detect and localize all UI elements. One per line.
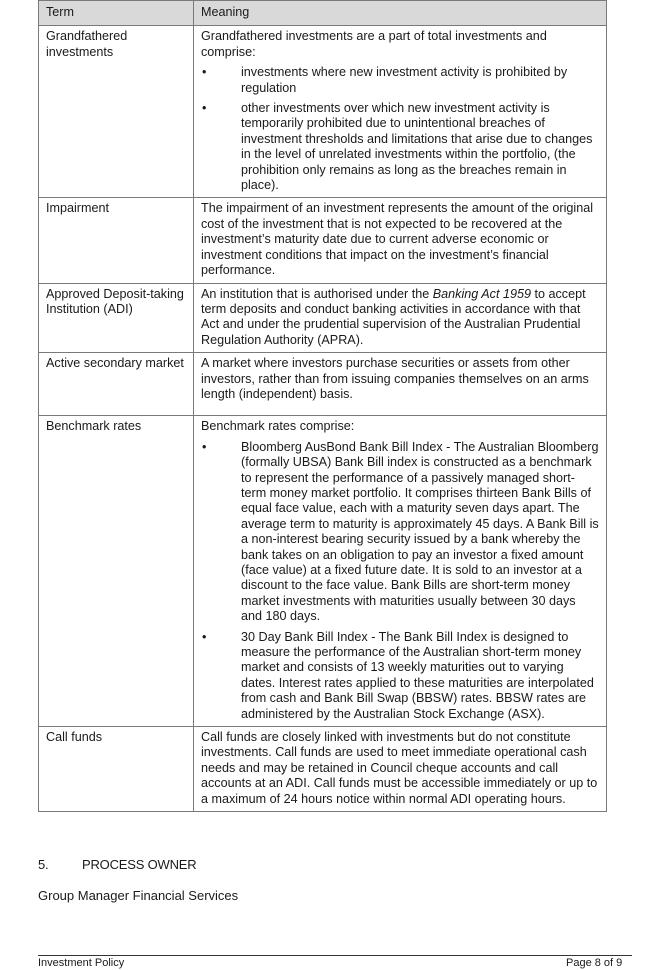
table-row [39,353,607,416]
table-row [39,26,607,198]
term-cell: Active secondary market [39,353,194,416]
bullet-text: other investments over which new investment activity is temporarily prohibited due to unintentional breaches of investment thresholds and limitations that arise due to changes in the level of unrelated investments within the portfolio, (the prohibition only remains as long as the breaches remain in place). [241,101,593,193]
term-cell: Benchmark rates [39,416,194,727]
bullet-item [201,65,599,96]
process-owner-text: Group Manager Financial Services [38,888,239,903]
meaning-text: The impairment of an investment represents the amount of the original cost of the investment that is not expected to be recovered at the investment’s maturity date due to current adverse economic or investment conditions that impact on the investment’s financial performance. [201,201,594,278]
term-cell: Grandfathered investments [39,26,194,198]
bullet-item [201,630,599,722]
meaning-cell [194,198,607,283]
table-row [39,727,607,812]
section-title: PROCESS OWNER [82,857,197,872]
bullet-icon: • [202,65,207,80]
bullet-text: Bloomberg AusBond Bank Bill Index - The Australian Bloomberg (formally UBSA) Bank Bill index is constructed as a benchmark to represent the performance of a passively managed short-term money market portfolio. It comprises thirteen Bank Bills of equal face value, each with a maturity seven days apart. The average term to maturity is approximately 45 days. A Bank Bill is a non-interest bearing security issued by a bank whereby the bank takes on an obligation to pay an investor a fixed amount (face value) at a fixed future date. It is sold to an investor at a discount to the face value. Bank Bills are short-term money market investments with maturities usually between 30 days and 180 days. [241,439,599,624]
definitions-table [38,0,607,812]
meaning-intro: Grandfathered investments are a part of total investments and comprise: [201,29,547,59]
meaning-cell [194,26,607,198]
cell-spacer [201,402,599,411]
meaning-cell [194,727,607,812]
meaning-text [201,287,599,349]
table-row [39,416,607,727]
act-title: Banking Act 1959 [432,286,531,301]
term-cell: Approved Deposit-taking Institution (ADI) [39,283,194,353]
term-cell: Call funds [39,727,194,812]
section-number: 5. [38,857,49,872]
meaning-text: A market where investors purchase securities or assets from other investors, rather than from issuing companies themselves on an arms length (independent) basis. [201,356,589,401]
bullet-icon: • [202,439,207,454]
section-heading [38,857,196,872]
table-row [39,198,607,283]
footer-document-title: Investment Policy [38,957,125,969]
meaning-cell [194,283,607,353]
bullet-text: 30 Day Bank Bill Index - The Bank Bill Index is designed to measure the performance of the Australian short-term money market and consists of 13 weekly maturities out to varying dates. Interest rates applied to these maturities are interpolated from cash and Bank Bill Swap (BBSW) rates. BBSW rates are administered by the Australian Stock Exchange (ASX). [241,629,594,721]
bullet-item [201,440,599,625]
header-meaning: Meaning [194,1,607,26]
term-cell: Impairment [39,198,194,283]
bullet-text: investments where new investment activity is prohibited by regulation [241,65,568,95]
meaning-text: Call funds are closely linked with investments but do not constitute investments. Call funds are used to meet immediate operational cash needs and may be retained in Council cheque accounts and call accounts at an ADI. Call funds must be accessible immediately or up to a maximum of 24 hours notice within normal ADI operating hours. [201,730,598,806]
bullet-icon: • [202,629,207,644]
meaning-text-part: An institution that is authorised under the [201,286,433,301]
bullet-icon: • [202,101,207,116]
footer-divider [38,955,632,956]
table-header-row [39,1,607,26]
meaning-intro: Benchmark rates comprise: [201,419,355,434]
meaning-cell [194,353,607,416]
table-row [39,283,607,353]
bullet-item [201,101,599,193]
meaning-cell [194,416,607,727]
footer-page-number: Page 8 of 9 [566,957,623,969]
meaning-text-part: to accept term deposits and conduct banking activities in accordance with that Act and under the prudential supervision of the Australian Prudential Regulation Authority (APRA). [201,286,586,347]
header-term: Term [39,1,194,26]
